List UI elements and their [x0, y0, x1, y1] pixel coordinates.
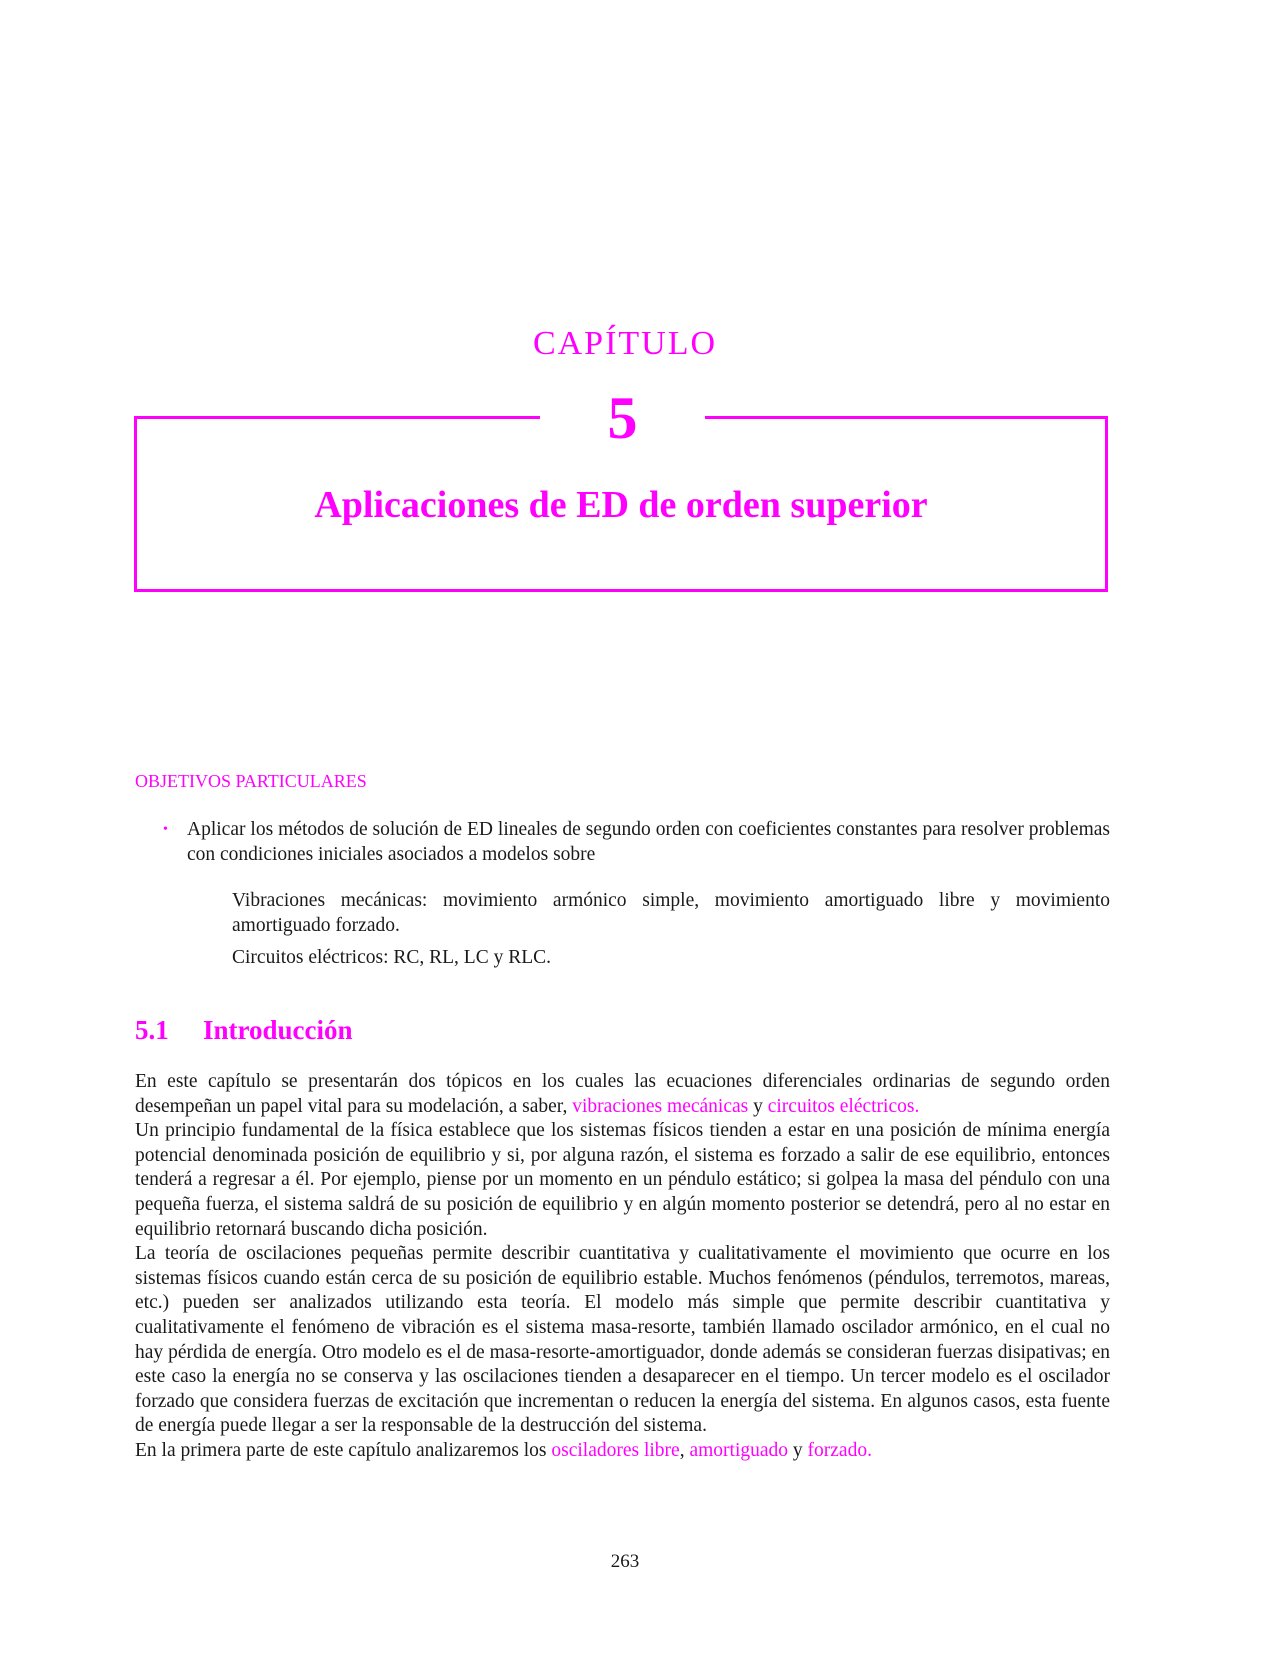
- link-vibraciones-mecanicas[interactable]: vibraciones mecánicas: [572, 1095, 749, 1117]
- paragraph-1: [135, 1070, 1110, 1119]
- link-circuitos-electricos[interactable]: circuitos eléctricos.: [767, 1095, 920, 1117]
- paragraph-1-joiner: y: [748, 1095, 768, 1117]
- chapter-label: CAPÍTULO: [532, 325, 718, 362]
- objective-item-vibraciones: Vibraciones mecánicas: movimiento armónico simple, movimiento amortiguado libre y movimiento amortiguado forzado.: [232, 890, 1110, 936]
- paragraph-3: La teoría de oscilaciones pequeñas permite describir cuantitativa y cualitativamente el movimiento que ocurre en los sistemas físicos cuando están cerca de su posición de equilibrio estable. Muchos fenómenos (péndulos, terremotos, mareas, etc.) pueden ser analizados utilizando esta teoría. El modelo más simple que permite describir cuantitativa y cualitativamente el fenómeno de vibración es el sistema masa-resorte, también llamado oscilador armónico, en el cual no hay pérdida de energía. Otro modelo es el de masa-resorte-amortiguador, donde además se consideran fuerzas disipativas; en este caso la energía no se conserva y las oscilaciones tienden a desaparecer en el tiempo. Un tercer modelo es el oscilador forzado que considera fuerzas de excitación que incrementan o reducen la energía del sistema. En algunos casos, esta fuente de energía puede llegar a ser la responsable de la destrucción del sistema.: [135, 1243, 1110, 1437]
- objective-main: Aplicar los métodos de solución de ED lineales de segundo orden con coeficientes constantes para resolver problemas con condiciones iniciales asociados a modelos sobre: [187, 819, 1110, 865]
- paragraph-4-joiner: y: [788, 1439, 808, 1461]
- objectives-heading: OBJETIVOS PARTICULARES: [135, 771, 367, 791]
- chapter-number: 5: [540, 378, 705, 458]
- body-text: [135, 1070, 1110, 1464]
- bullet-icon: •: [163, 822, 168, 837]
- objective-item-circuitos: Circuitos eléctricos: RC, RL, LC y RLC.: [232, 947, 552, 968]
- paragraph-1-text: En este capítulo se presentarán dos tópicos en los cuales las ecuaciones diferenciales ordinarias de segundo orden desempeñan un papel vital para su modelación, a saber,: [135, 1071, 1110, 1117]
- page-number: 263: [610, 1551, 640, 1572]
- chapter-title: Aplicaciones de ED de orden superior: [314, 484, 928, 526]
- paragraph-4-separator: ,: [679, 1439, 690, 1461]
- link-osciladores-libre[interactable]: osciladores libre: [551, 1439, 680, 1461]
- link-forzado[interactable]: forzado.: [807, 1439, 872, 1461]
- link-amortiguado[interactable]: amortiguado: [689, 1439, 789, 1461]
- paragraph-2: Un principio fundamental de la física establece que los sistemas físicos tienden a estar en una posición de mínima energía potencial denominada posición de equilibrio y si, por alguna razón, el sistema es forzado a salir de ese equilibrio, entonces tenderá a regresar a él. Por ejemplo, piense por un momento en un péndulo estático; si golpea la masa del péndulo con una pequeña fuerza, el sistema saldrá de su posición de equilibrio y en algún momento posterior se detendrá, pero al no estar en equilibrio retornará buscando dicha posición.: [135, 1120, 1110, 1240]
- section-title: Introducción: [203, 1015, 353, 1045]
- section-number: 5.1: [135, 1015, 169, 1045]
- paragraph-4: [135, 1439, 1110, 1464]
- section-heading: [135, 1015, 353, 1046]
- paragraph-4-text: En la primera parte de este capítulo analizaremos los: [135, 1439, 552, 1461]
